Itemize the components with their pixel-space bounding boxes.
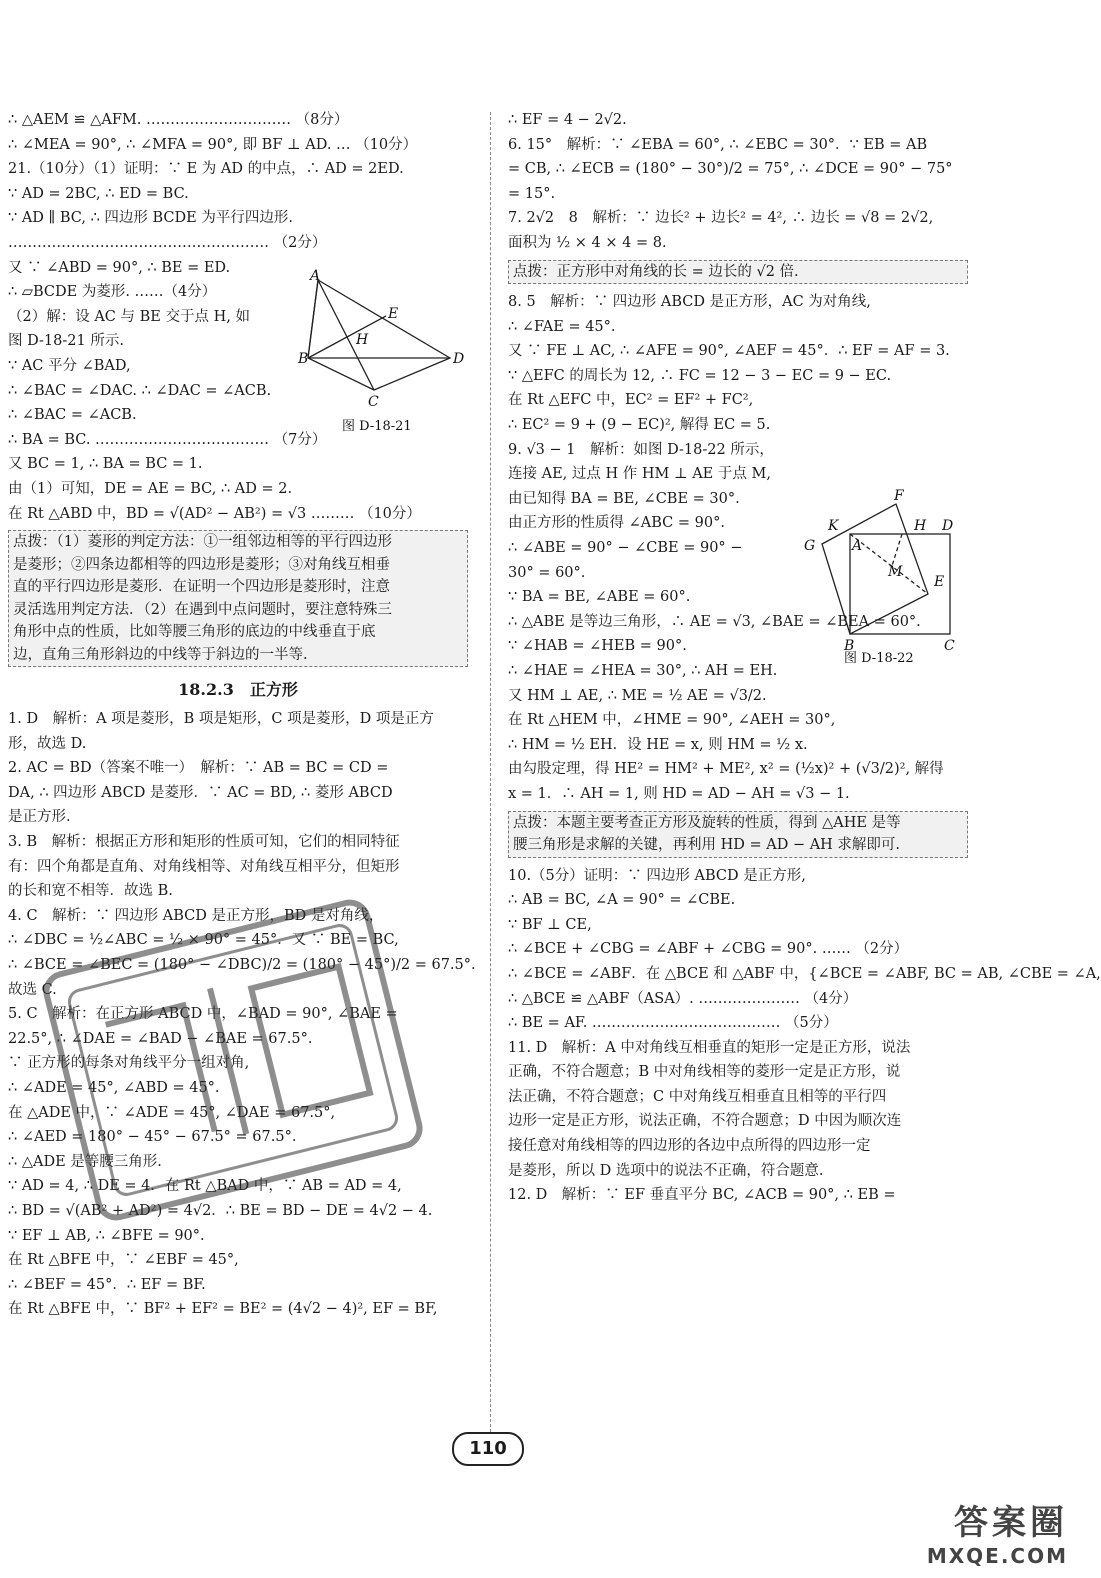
text-line: ∴ BA = BC. ……………………………… （7分） (8, 431, 327, 448)
text-line: ∵ AD = 4, ∴ DE = 4．在 Rt △BAD 中，∵ AB = AD = 4, (8, 1178, 402, 1195)
label-E: E (388, 306, 399, 322)
text-line: ∴ HM = ½ EH．设 HE = x, 则 HM = ½ x. (508, 736, 808, 753)
figure-d-18-22 (800, 484, 970, 664)
label-H: H (356, 332, 369, 348)
text-line: 故选 C. (8, 981, 57, 998)
watermark (927, 1495, 1068, 1568)
text-line: 连接 AE, 过点 H 作 HM ⊥ AE 于点 M, (508, 466, 771, 483)
text-line: ∴ ∠MEA = 90°, ∴ ∠MFA = 90°, 即 BF ⊥ AD. … （10分） (8, 136, 418, 153)
text-line: ∴ ∠AED = 180° − 45° − 67.5° = 67.5°. (8, 1129, 297, 1146)
text-line: ∴ ∠BCE = ∠ABF．在 △BCE 和 △ABF 中，{∠BCE = ∠ABF, BC = AB, ∠CBE = ∠A, (508, 965, 1101, 982)
text-line: 2. AC = BD（答案不唯一） 解析：∵ AB = BC = CD = (8, 760, 389, 777)
text-line: 法正确，不符合题意；C 中对角线互相垂直且相等的平行四 (508, 1088, 887, 1105)
text-line: 腰三角形是求解的关键，再利用 HD = AD − AH 求解即可. (513, 837, 901, 854)
text-line: ∴ ▱BCDE 为菱形. ……（4分） (8, 284, 217, 301)
text-line: ∴ EC² = 9 + (9 − EC)², 解得 EC = 5. (508, 417, 771, 434)
text-line: ∴ △BCE ≌ △ABF（ASA）. ………………… （4分） (508, 990, 858, 1007)
text-line: ∵ EF ⊥ AB, ∴ ∠BFE = 90°. (8, 1227, 205, 1244)
text-line: ∴ △AEM ≌ △AFM. ………………………… （8分） (8, 112, 349, 128)
label-A: A (310, 268, 321, 284)
label-B: B (298, 351, 309, 367)
figure-caption: 图 D-18-22 (844, 651, 914, 666)
text-line: ∴ ∠BAC = ∠ACB. (8, 407, 137, 424)
text-line: ∴ ∠ABE = 90° − ∠CBE = 90° − (508, 540, 743, 556)
label-D: D (453, 351, 465, 367)
watermark-url: MXQE.COM (926, 1544, 1068, 1568)
text-line: ∴ ∠DBC = ½∠ABC = ½ × 90° = 45°．又 ∵ BE = BC, (8, 932, 399, 949)
text-line: = CB, ∴ ∠ECB = (180° − 30°)/2 = 75°, ∴ ∠DCE = 90° − 75° (508, 161, 953, 178)
text-line: 又 BC = 1, ∴ BA = BC = 1. (8, 456, 203, 473)
text-line: ∴ ∠HAE = ∠HEA = 30°, ∴ AH = EH. (508, 662, 778, 679)
text-line: ∵ 正方形的每条对角线平分一组对角, (8, 1055, 250, 1072)
text-line: 在 Rt △BFE 中，∵ BF² + EF² = BE² = (4√2 − 4)², EF = BF, (8, 1301, 438, 1318)
text-line: ∴ ∠ADE = 45°, ∠ABD = 45°. (8, 1080, 220, 1096)
text-line: 由（1）可知，DE = AE = BC, ∴ AD = 2. (8, 480, 293, 497)
text-line: ∵ AD = 2BC, ∴ ED = BC. (8, 185, 189, 202)
text-line: ∵ △EFC 的周长为 12, ∴ FC = 12 − 3 − EC = 9 − EC. (508, 367, 892, 384)
text-line: 在 Rt △HEM 中，∠HME = 90°, ∠AEH = 30°, (508, 712, 836, 729)
text-line: ∴ ∠BAC = ∠DAC. ∴ ∠DAC = ∠ACB. (8, 382, 272, 399)
watermark-logo: 答案圈 (954, 1503, 1068, 1543)
figure-d-18-21 (298, 268, 478, 438)
text-line: 由已知得 BA = BE, ∠CBE = 30°. (508, 490, 740, 507)
label-C: C (944, 638, 955, 654)
text-line: x = 1．∴ AH = 1, 则 HD = AD − AH = √3 − 1. (508, 785, 850, 802)
text-line: 点拨：（1）菱形的判定方法：①一组邻边相等的平行四边形 (13, 534, 392, 551)
text-line: 22.5°, ∴ ∠DAE = ∠BAD − ∠BAE = 67.5°. (8, 1030, 313, 1047)
hint-line: 点拨：正方形中对角线的长 = 边长的 √2 倍. (513, 263, 799, 280)
text-line: 4. C 解析：∵ 四边形 ABCD 是正方形，BD 是对角线， (8, 907, 384, 924)
hint-box-9 (508, 811, 968, 858)
page-number: 110 (452, 1432, 524, 1466)
text-line: ∴ ∠BCE + ∠CBG = ∠ABF + ∠CBG = 90°. …… （2分） (508, 941, 909, 958)
text-line: ∴ BD = √(AB² + AD²) = 4√2．∴ BE = BD − DE = 4√2 − 4. (8, 1202, 433, 1219)
text-line: 有：四个角都是直角、对角线相等、对角线互相平分，但矩形 (8, 858, 400, 875)
text-line: ∴ △ABE 是等边三角形，∴ AE = √3, ∠BAE = ∠BEA = 60°. (508, 613, 921, 630)
text-line: 由正方形的性质得 ∠ABC = 90°. (508, 515, 725, 532)
label-A: A (852, 538, 863, 554)
text-line: 30° = 60°. (508, 564, 586, 581)
text-line: ∵ BF ⊥ CE, (508, 916, 592, 933)
text-line: ∵ AC 平分 ∠BAD, (8, 357, 131, 374)
text-line: 12. D 解析：∵ EF 垂直平分 BC, ∠ACB = 90°, ∴ EB = (508, 1187, 896, 1204)
label-G: G (804, 538, 816, 554)
text-line: 形，故选 D. (8, 735, 87, 752)
label-D: D (942, 518, 954, 534)
label-B: B (844, 638, 855, 654)
text-line: 8. 5 解析：∵ 四边形 ABCD 是正方形，AC 为对角线, (508, 294, 871, 311)
text-line: ∴ △ADE 是等腰三角形. (8, 1153, 162, 1170)
text-line: 是菱形，所以 D 选项中的说法不正确，符合题意. (508, 1162, 824, 1179)
text-line: ∵ ∠HAB = ∠HEB = 90°. (508, 638, 687, 655)
text-line: 10.（5分）证明：∵ 四边形 ABCD 是正方形, (508, 867, 806, 884)
hint-box-21 (8, 530, 468, 667)
text-line: ∵ BA = BE, ∠ABE = 60°. (508, 589, 691, 606)
text-line: ∴ BE = AF. ………………………………… （5分） (508, 1015, 838, 1032)
text-line: DA, ∴ 四边形 ABCD 是菱形．∵ AC = BD, ∴ 菱形 ABCD (8, 784, 393, 801)
text-line: 边，直角三角形斜边的中线等于斜边的一半等. (13, 646, 308, 663)
text-line: ∵ AD ∥ BC, ∴ 四边形 BCDE 为平行四边形. (8, 210, 293, 227)
label-F: F (894, 488, 904, 504)
text-line: 正确，不符合题意；B 中对角线相等的菱形一定是正方形，说 (508, 1064, 901, 1081)
text-line: 图 D-18-21 所示. (8, 333, 124, 350)
text-line: 又 ∵ FE ⊥ AC, ∴ ∠AFE = 90°, ∠AEF = 45°．∴ EF = AF = 3. (508, 343, 950, 360)
text-line: 9. √3 − 1 解析：如图 D-18-22 所示， (508, 441, 774, 458)
text-line: 点拨：本题主要考查正方形及旋转的性质，得到 △AHE 是等 (513, 814, 901, 831)
text-line: 6. 15° 解析：∵ ∠EBA = 60°, ∴ ∠EBC = 30°．∵ EB = AB (508, 136, 928, 153)
text-line: 1. D 解析：A 项是菱形，B 项是矩形，C 项是菱形，D 项是正方 (8, 711, 434, 728)
text-line: 在 △ADE 中，∵ ∠ADE = 45°, ∠DAE = 67.5°, (8, 1104, 336, 1121)
text-line: 接任意对角线相等的四边形的各边中点所得的四边形一定 (508, 1138, 871, 1155)
text-line: ∴ ∠FAE = 45°. (508, 318, 616, 335)
text-line: ∴ AB = BC, ∠A = 90° = ∠CBE. (508, 892, 736, 909)
text-line: 是菱形；②四条边都相等的四边形是菱形；③对角线互相垂 (13, 556, 390, 573)
text-line: 直的平行四边形是菱形．在证明一个四边形是菱形时，注意 (13, 579, 390, 596)
text-line: ∴ ∠BEF = 45°．∴ EF = BF. (8, 1276, 206, 1293)
text-line: 灵活选用判定方法．（2）在遇到中点问题时，要注意特殊三 (13, 601, 392, 618)
text-line: 在 Rt △BFE 中，∵ ∠EBF = 45°, (8, 1252, 239, 1269)
column-divider (490, 112, 491, 1452)
label-C: C (368, 394, 379, 410)
text-line: ……………………………………………… （2分） (8, 234, 327, 251)
text-line: 在 Rt △EFC 中，EC² = EF² + FC², (508, 392, 754, 409)
text-line: 角形中点的性质，比如等腰三角形的底边的中线垂直于底 (13, 624, 376, 641)
section-title: 18.2.3 正方形 (178, 680, 298, 700)
text-line: 在 Rt △ABD 中，BD = √(AD² − AB²) = √3 ……… （10分） (8, 505, 421, 522)
text-line: 是正方形. (8, 809, 71, 826)
text-line: 又 HM ⊥ AE, ∴ ME = ½ AE = √3/2. (508, 687, 767, 704)
text-line: 又 ∵ ∠ABD = 90°, ∴ BE = ED. (8, 259, 231, 276)
text-line: 7. 2√2 8 解析：∵ 边长² + 边长² = 4², ∴ 边长 = √8 = 2√2, (508, 210, 934, 227)
text-line: 边形一定是正方形，说法正确，不符合题意；D 中因为顺次连 (508, 1113, 902, 1130)
label-H: H (914, 518, 927, 534)
text-line: 的长和宽不相等．故选 B. (8, 883, 173, 900)
text-line: 21.（10分）（1）证明：∵ E 为 AD 的中点，∴ AD = 2ED. (8, 161, 404, 178)
figure-caption: 图 D-18-21 (342, 419, 412, 434)
text-line: ∴ EF = 4 − 2√2. (508, 112, 627, 128)
hint-box-7 (508, 260, 968, 285)
text-line: 5. C 解析：在正方形 ABCD 中，∠BAD = 90°, ∠BAE = (8, 1006, 398, 1023)
text-line: = 15°. (508, 185, 556, 202)
label-M: M (888, 564, 903, 580)
text-line: （2）解：设 AC 与 BE 交于点 H, 如 (8, 308, 250, 325)
text-line: 11. D 解析：A 中对角线互相垂直的矩形一定是正方形，说法 (508, 1039, 911, 1056)
text-line: 面积为 ½ × 4 × 4 = 8. (508, 234, 667, 251)
label-K: K (828, 518, 839, 534)
text-line: 3. B 解析：根据正方形和矩形的性质可知，它们的相同特征 (8, 834, 400, 851)
label-E: E (934, 574, 945, 590)
text-line: 由勾股定理，得 HE² = HM² + ME², x² = (½x)² + (√3/2)², 解得 (508, 761, 944, 778)
text-line: ∴ ∠BCE = ∠BEC = (180° − ∠DBC)/2 = (180° − 45°)/2 = 67.5°. (8, 957, 476, 974)
